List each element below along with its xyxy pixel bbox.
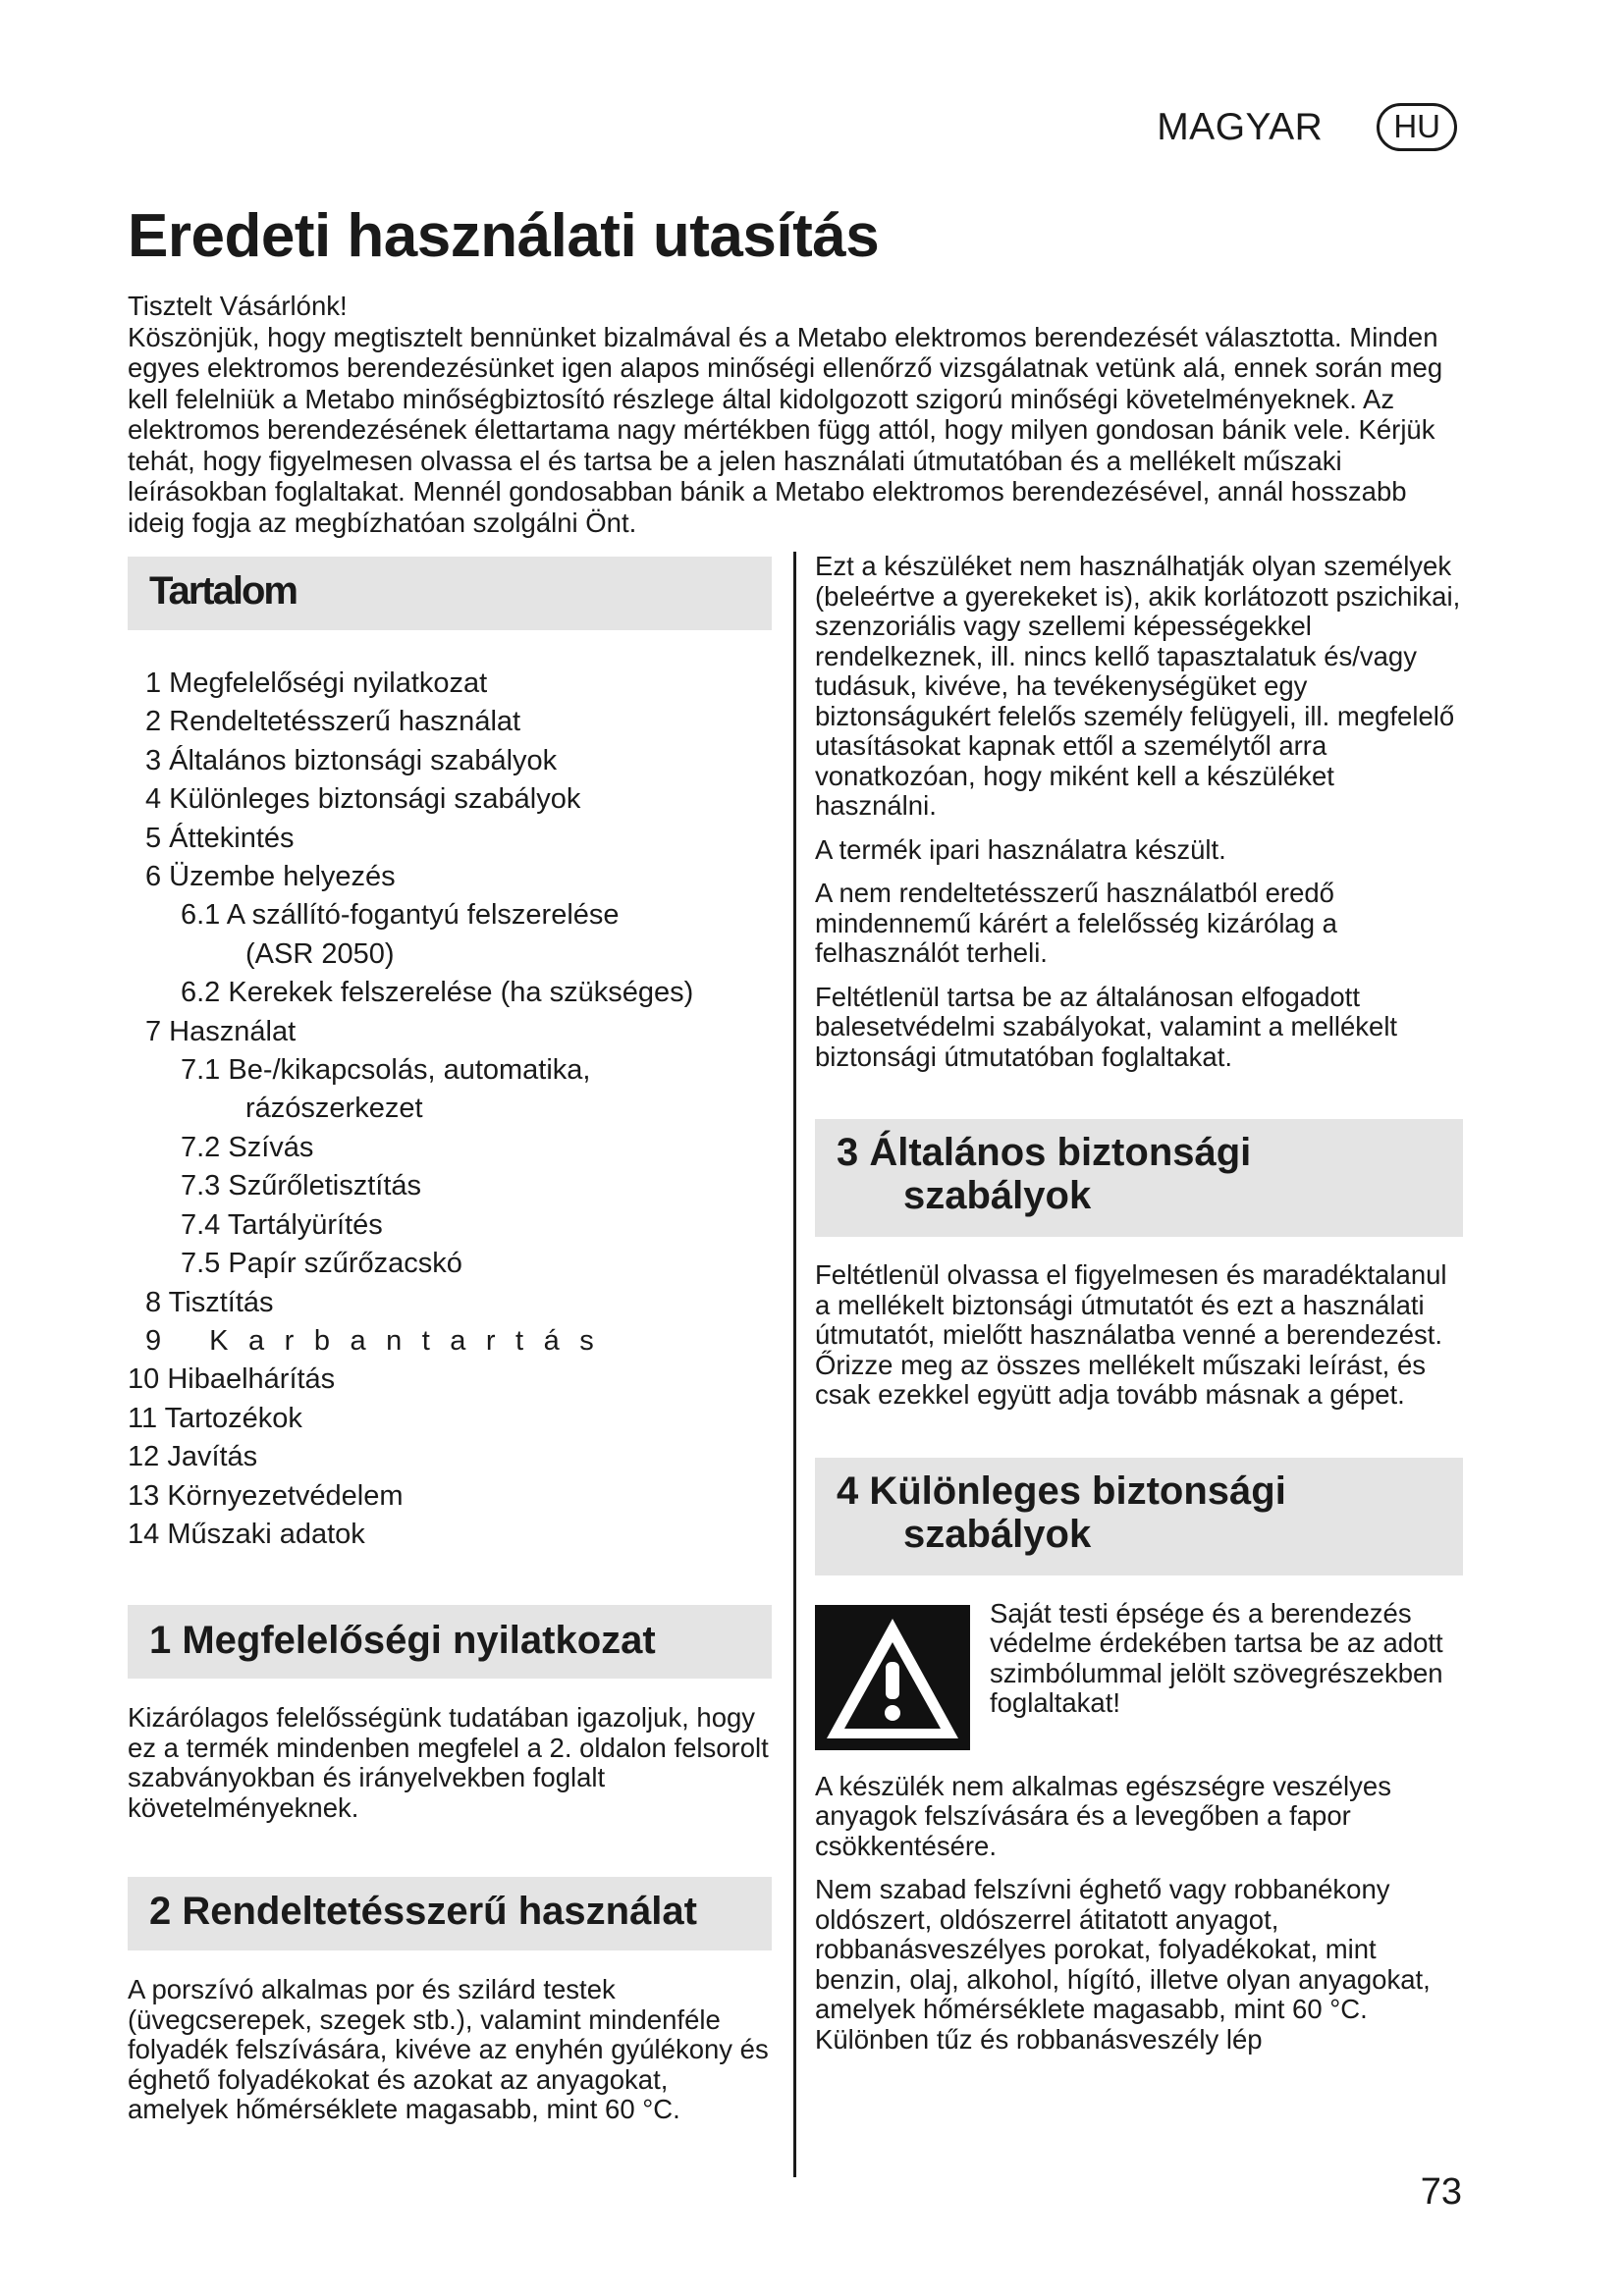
toc-item[interactable]: 14 Műszaki adatok (128, 1518, 365, 1550)
right-column (815, 552, 1463, 2068)
toc-item[interactable]: 13 Környezetvédelem (128, 1479, 404, 1512)
section-2-paragraph: Feltétlenül tartsa be az általánosan elfogadott balesetvédelmi szabályokat, valamint a mellékelt biztonsági útmutatóban foglaltakat. (815, 981, 1398, 1072)
toc-item[interactable]: 6.1 A szállító-fogantyú felszerelése (181, 899, 620, 932)
toc-item[interactable]: 1 Megfelelőségi nyilatkozat (145, 667, 488, 699)
toc-item[interactable]: 7.1 Be-/kikapcsolás, automatika, (181, 1054, 591, 1087)
toc-heading: Tartalom (128, 557, 772, 630)
toc-item[interactable]: 5 Áttekintés (145, 822, 295, 854)
toc-item[interactable]: 8 Tisztítás (145, 1286, 274, 1318)
language-label: MAGYAR (1157, 105, 1324, 148)
toc-item-continuation[interactable]: rázószerkezet (245, 1093, 423, 1125)
section-4-paragraph: A készülék nem alkalmas egészségre veszélyes anyagok felszívására és a levegőben a fapor csökkentésére. (815, 1770, 1391, 1861)
section-3-heading-line1: 3 Általános biztonsági (837, 1131, 1252, 1174)
toc-item[interactable]: 7.3 Szűrőletisztítás (181, 1170, 421, 1202)
section-4-paragraph: Nem szabad felszívni éghető vagy robbanékony oldószert, oldószerrel átitatott anyagot, robbanásveszélyes porokat, folyadékokat, mint benzin, olaj, alkohol, hígító, illetve olyan anyagokat, amelyek hőmérséklete magasabb, mint 60 °C. Különben tűz és robbanásveszély lép (815, 1874, 1431, 2055)
toc-item[interactable]: 2 Rendeltetésszerű használat (145, 706, 521, 738)
warning-notice (815, 1599, 1463, 1750)
toc-item[interactable]: 10 Hibaelhárítás (128, 1363, 336, 1396)
toc-item[interactable]: 7.2 Szívás (181, 1131, 314, 1163)
language-code-badge: HU (1377, 103, 1457, 151)
language-header (1157, 103, 1457, 151)
toc-item[interactable]: 7 Használat (145, 1015, 297, 1047)
section-2-paragraph: Ezt a készüléket nem használhatják olyan személyek (beleértve a gyerekeket is), akik korlátozott pszichikai, szenzoriális vagy szellemi képességekkel rendelkeznek, ill. nincs kellő tapasztalatuk és/vagy tudásuk, kivéve, ha tevékenységüket egy biztonságukért felelős személy felügyeli, ill. megfelelő utasításokat kapnak ettől a személytől arra vonatkozóan, hogy miként kell a készüléket használni. (815, 551, 1461, 821)
toc-item[interactable]: 7.5 Papír szűrőzacskó (181, 1248, 462, 1280)
page-title: Eredeti használati utasítás (128, 202, 880, 270)
toc-item[interactable]: 6.2 Kerekek felszerelése (ha szükséges) (181, 977, 694, 1009)
toc-item[interactable]: 4 Különleges biztonsági szabályok (145, 783, 581, 816)
section-2-paragraph: A termék ipari használatra készült. (815, 833, 1226, 865)
section-3-text: Feltétlenül olvassa el figyelmesen és maradéktalanul a mellékelt biztonsági útmutatót és ezt a használati útmutatót, mielőtt használatba venné a berendezést. Őrizze meg az összes mellékelt műszaki leírást, és csak ezekkel együtt adja tovább másnak a gépet. (815, 1259, 1447, 1410)
page-number: 73 (1420, 2171, 1462, 2213)
toc-item[interactable]: 9 Karbantartás (145, 1324, 615, 1357)
section-2-text: A porszívó alkalmas por és szilárd testek (üvegcserepek, szegek stb.), valamint mindenféle folyadék felszívására, kivéve az enyhén gyúlékony és éghető folyadékokat és azokat az anyagokat, amelyek hőmérséklete magasabb, mint 60 °C. (128, 1974, 769, 2125)
section-1-text: Kizárólagos felelősségünk tudatában igazoljuk, hogy ez a termék mindenben megfelel a 2. oldalon felsorolt szabványokban és irányelvekben foglalt követelményeknek. (128, 1702, 769, 1823)
toc-item[interactable]: 7.4 Tartályürítés (181, 1208, 383, 1241)
section-3-heading-line2: szabályok (903, 1174, 1092, 1217)
intro (128, 291, 1463, 538)
section-2-paragraph: A nem rendeltetésszerű használatból eredő mindennemű kárért a felelősség kizárólag a felhasználót terheli. (815, 878, 1337, 968)
column-divider (793, 552, 796, 2177)
warning-triangle-icon (815, 1605, 970, 1750)
left-column (128, 557, 772, 2125)
toc-item[interactable]: 6 Üzembe helyezés (145, 861, 396, 893)
toc-item-continuation[interactable]: (ASR 2050) (245, 937, 395, 970)
warning-text: Saját testi épsége és a berendezés védelme érdekében tartsa be az adott szimbólummal jelölt szövegrészekben foglaltakat! (990, 1597, 1443, 1718)
toc-item[interactable]: 3 Általános biztonsági szabályok (145, 744, 558, 776)
section-1-heading: 1 Megfelelőségi nyilatkozat (128, 1605, 772, 1679)
intro-text: Köszönjük, hogy megtisztelt bennünket bizalmával és a Metabo elektromos berendezését választotta. Minden egyes elektromos berendezésünket igen alapos minőségi ellenőrző vizsgálatnak vetünk alá, ennek során meg kell felelniük a Metabo minőségbiztosító részlege által kidolgozott szigorú minőségi követelményeknek. Az elektromos berendezésének élettartama nagy mértékben függ attól, hogy milyen gondosan bánik vele. Kérjük tehát, hogy figyelmesen olvassa el és tartsa be a jelen használati útmutatóban és a mellékelt műszaki leírásokban foglaltakat. Mennél gondosabban bánik a Metabo elektromos berendezésével, annál hosszabb ideig fogja az megbízhatóan szolgálni Önt. (128, 321, 1443, 538)
section-3-heading (815, 1119, 1463, 1237)
section-2-heading: 2 Rendeltetésszerű használat (128, 1877, 772, 1950)
toc-item[interactable]: 11 Tartozékok (128, 1402, 302, 1434)
section-4-heading-line1: 4 Különleges biztonsági (837, 1468, 1286, 1513)
table-of-contents (128, 665, 772, 1554)
intro-greeting: Tisztelt Vásárlónk! (128, 291, 348, 321)
section-4-heading-line2: szabályok (903, 1512, 1092, 1556)
section-4-heading (815, 1458, 1463, 1575)
toc-item[interactable]: 12 Javítás (128, 1441, 258, 1473)
